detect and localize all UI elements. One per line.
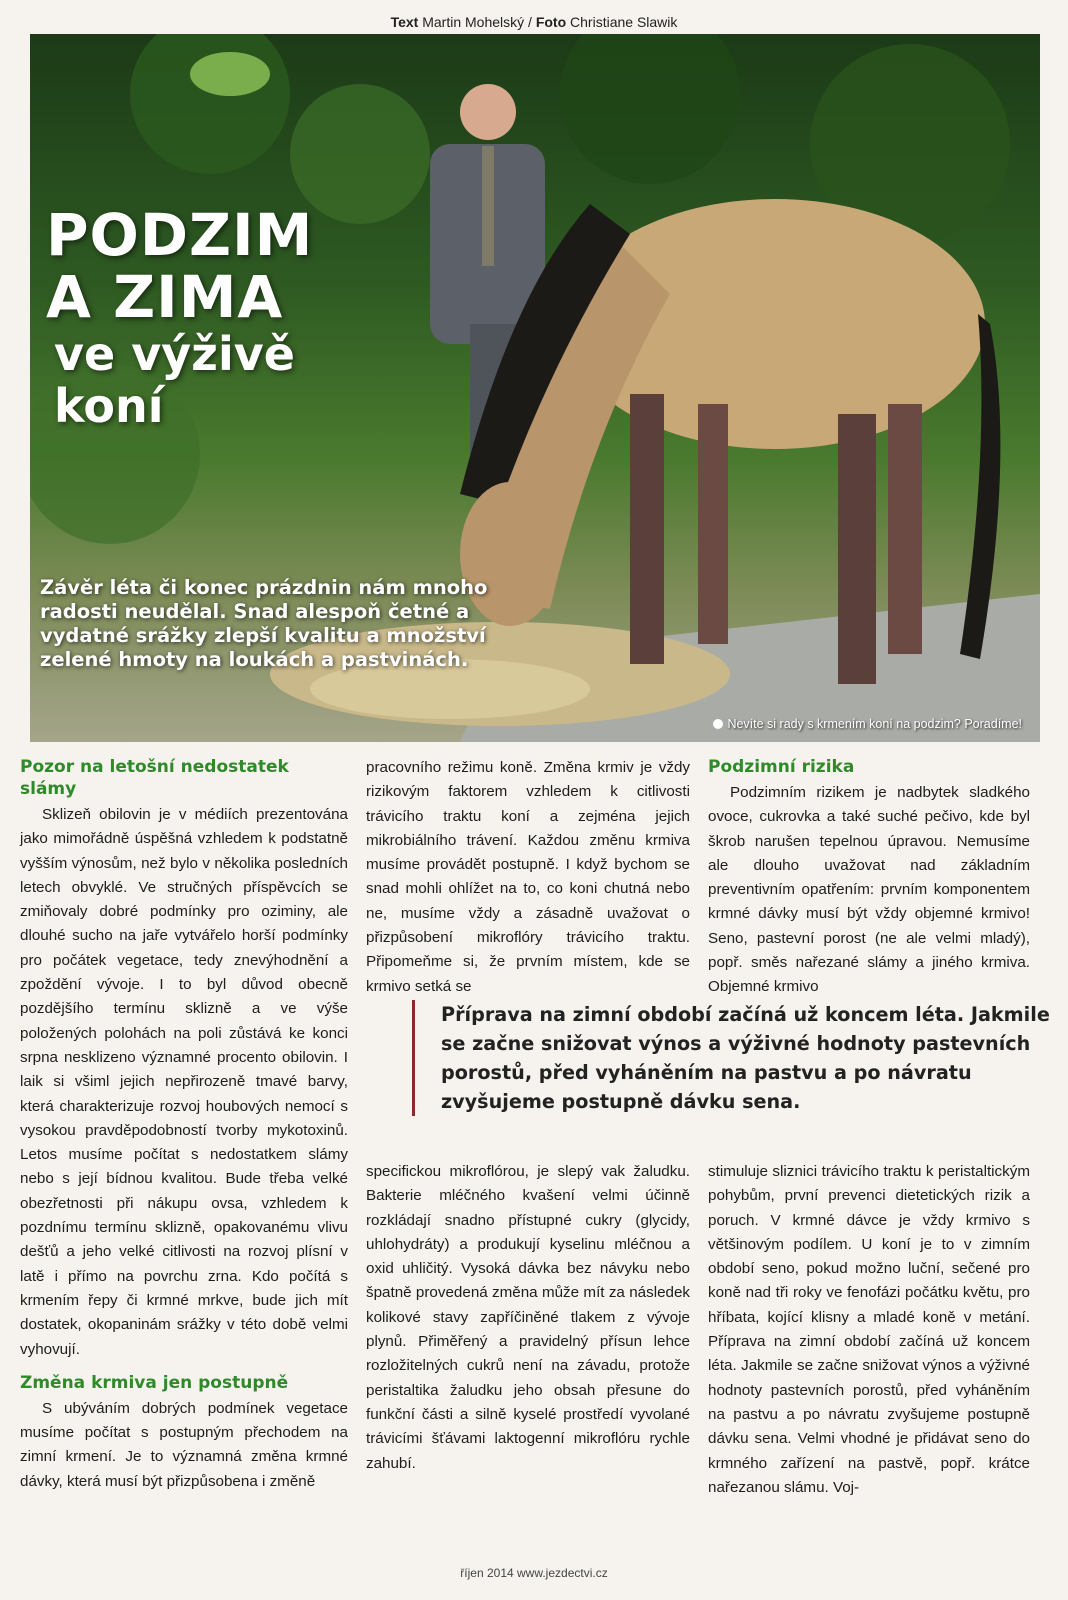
article-title (46, 201, 314, 433)
column-2-bottom (366, 1160, 690, 1476)
photo-caption (713, 717, 1022, 731)
column-2-top (366, 756, 690, 999)
title-line-3: ve výživě (54, 327, 295, 381)
paragraph: Podzimním rizikem je nadbytek sladkého ovoce, cukrovka a také suché pečivo, kde byl škrob narušen tepelnou úpravou. Nemusíme ale dlouho uvažovat nad základním preventivním opatřením: prvním komponentem krmné dávky musí být vždy objemné krmivo! Seno, pastevní porost (ne ale velmi mladý), popř. směs nařezané slámy a jiného krmiva. Objemné krmivo (708, 784, 1030, 996)
paragraph: Sklizeň obilovin je v médiích prezentována jako mimořádně úspěšná vzhledem k podstatně vyšším výnosům, než bylo v několika posledních letech obvyklé. Ve stručných příspěvcích se zmiňovaly dobré podmínky pro oziminy, ale dlouhé sucho na jaře vytvářelo horší podmínky pro počátek vegetace, tedy znevýhodnění a zpoždění vývoje. I to byl důvod obecně pozdějšího termínu sklizně a ve výše položených polohách na poli zůstává ke konci srpna nesklizeno významné procento obilovin. I laik si všiml jejich nepřirozeně tmavé barvy, která charakterizuje rozvoj houbových nemocí s vysokou pravděpodobností tvorby mykotoxinů. Letos musíme počítat s nedostatkem slámy nebo s její bídnou kvalitou. Bude třeba velké obezřetnosti při nákupu ovsa, vzhledem k pozdnímu termínu sklizně, opakovanému vlivu dešťů a jeho velké citlivosti na rozvoj plísní v latě i přímo na povrchu zrna. Kdo počítá s krmením řepy či krmné mrkve, bude jich mít dostatek, okopaninám srážky v této době velmi vyhovují. (20, 806, 348, 1358)
photographer: Christiane Slawik (570, 14, 678, 30)
hero-photo (30, 34, 1040, 742)
paragraph: pracovního režimu koně. Změna krmiv je vždy rizikovým faktorem vzhledem k citlivosti trávicího traktu koní a zejména jejich mikrobiálního trávení. Každou změnu krmiva musíme provádět postupně. I když bychom se snad mohli ohlížet na to, co koni chutná nebo ne, musíme vždy a zásadně uvažovat o přizpůsobení mikroflóry trávicího traktu. Připomeňme si, že prvním místem, kde se krmivo setká se (366, 759, 690, 995)
column-1 (20, 756, 348, 1494)
info-icon (713, 719, 723, 729)
text-label: Text (390, 14, 419, 30)
column-3-bottom (708, 1160, 1030, 1500)
page-footer: říjen 2014 www.jezdectvi.cz (460, 1566, 608, 1580)
paragraph: stimuluje sliznici trávicího traktu k peristaltickým pohybům, první prevenci dietetických rizik a poruch. V krmné dávce je vždy krmivo s většinovým podílem. U koní je to v zimním období seno, pokud možno luční, sečené pro koně nad tři roky ve fenofázi počátku květu, pro hříbata, kojící klisny a mladé koně v metání. Příprava na zimní období začíná už koncem léta. Jakmile se začne snižovat výnos a výživné hodnoty pastevních porostů, před vyháněním na pastvu a po návratu zvyšujeme postupně dávku sena. Velmi vhodné je přidávat seno do krmného zařízení na pastvě, popř. krátce nařezanou slámu. Voj- (708, 1163, 1030, 1496)
lead-paragraph: Závěr léta či konec prázdnin nám mnoho radosti neudělal. Snad alespoň četné a vydatné srážky zlepší kvalitu a množství zelené hmoty na loukách a pastvinách. (40, 576, 488, 671)
heading-autumn-risks: Podzimní rizika (708, 757, 855, 777)
heading-feed-change: Změna krmiva jen postupně (20, 1372, 289, 1393)
photo-label: Foto (535, 14, 567, 30)
column-3-top (708, 756, 1030, 1000)
heading-straw-shortage: Pozor na letošní nedostatek slámy (20, 757, 289, 799)
caption-text: Nevíte si rady s krmením koní na podzim? Poradíme! (727, 717, 1022, 731)
pull-quote: Příprava na zimní období začíná už koncem léta. Jakmile se začne snižovat výnos a výživné hodnoty pastevních porostů, před vyháněním na pastvu a po návratu zvyšujeme postupně dávku sena. (412, 1000, 1061, 1116)
title-line-2: A ZIMA (46, 263, 284, 331)
title-line-4: koní (54, 379, 164, 433)
paragraph: specifickou mikroflórou, je slepý vak žaludku. Bakterie mléčného kvašení velmi účinně rozkládají snadno přístupné cukry (glycidy, uhlohydráty) a produkují kyselinu mléčnou a oxid uhličitý. Vysoká dávka bez návyku nebo špatně provedená změna může mít za následek kolikové stavy zapříčiněné tlakem z vývoje plynů. Přiměřený a pravidelný přísun lehce rozložitelných cukrů není na závadu, protože peristaltika žaludku jeho obsah přesune do funkční části a silně kyselé prostředí vyvolané trávicími šťávami laktogenní mikroflóru rychle zahubí. (366, 1163, 690, 1472)
credit-line: Text Martin Mohelský / Foto Christiane Slawik (390, 14, 678, 30)
title-line-1: PODZIM (46, 201, 314, 269)
paragraph: S ubýváním dobrých podmínek vegetace musíme počítat s postupným přechodem na zimní krmení. Je to významná změna krmné dávky, která musí být přizpůsobena i změně (20, 1399, 348, 1490)
author: Martin Mohelský (422, 14, 525, 30)
